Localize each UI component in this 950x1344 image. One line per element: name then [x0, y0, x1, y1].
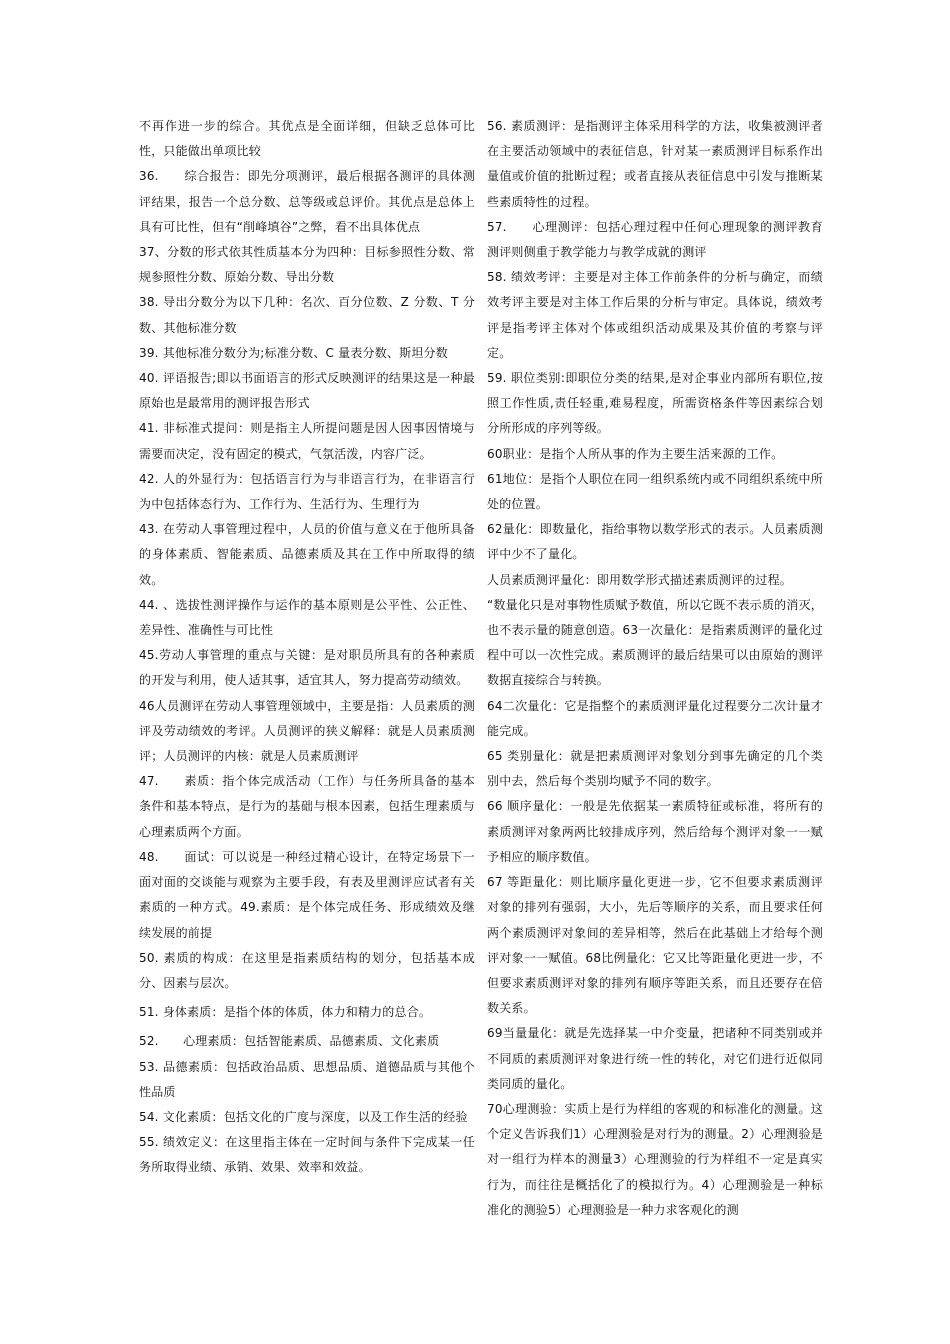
paragraph-continuation: 不再作进一步的综合。其优点是全面详细，但缺乏总体可比性，只能做出单项比较 [139, 119, 475, 159]
paragraph-43: 43. 在劳动人事管理过程中，人员的价值与意义在于他所具备的身体素质、智能素质、品德素质及其在工作中所取得的绩效。 [139, 522, 475, 587]
paragraph-55: 55. 绩效定义：在这里指主体在一定时间与条件下完成某一任务所取得业绩、承销、效果、效率和效益。 [139, 1135, 475, 1175]
paragraph-56: 56. 素质测评：是指测评主体采用科学的方法，收集被测评者在主要活动领域中的表征信息，针对某一素质测评目标系作出量值或价值的批断过程；或者直接从表征信息中引发与推断某些素质特性的过程。 [487, 119, 823, 209]
paragraph-69: 69当量量化：就是先选择某一中介变量，把诸种不同类别或并不同质的素质测评对象进行统一性的转化，对它们进行近似同类同质的量化。 [487, 1026, 823, 1091]
paragraph-41: 41. 非标准式提问：则是指主人所提问题是因人因事因情境与需要而决定，没有固定的模式，气氛活泼，内容广泛。 [139, 421, 475, 461]
paragraph-61: 61地位：是指个人职位在同一组织系统内或不同组织系统中所处的位置。 [487, 471, 823, 512]
paragraph-59: 59. 职位类别:即职位分类的结果,是对企事业内部所有职位,按照工作性质,责任轻重,难易程度，所需资格条件等因素综合划分所形成的序列等级。 [487, 371, 823, 436]
paragraph-63: “数量化只是对事物性质赋予数值，所以它既不表示质的消灭，也不表示量的随意创造。63一次量化：是指素质测评的量化过程中可以一次性完成。素质测评的最后结果可以由原始的测评数据直接综合与转换。 [487, 597, 823, 688]
paragraph-62: 62量化：即数量化，指给事物以数学形式的表示。人员素质测评中少不了量化。 [487, 522, 823, 562]
paragraph-64: 64二次量化：它是指整个的素质测评量化过程要分二次计量才能完成。 [487, 698, 823, 738]
paragraph-38: 38. 导出分数分为以下几种：名次、百分位数、Z 分数、T 分数、其他标准分数 [139, 295, 475, 335]
paragraph-60: 60职业：是指个人所从事的作为主要生活来源的工作。 [487, 446, 784, 461]
paragraph-58: 58. 绩效考评：主要是对主体工作前条件的分析与确定，而绩效考评主要是对主体工作后果的分析与审定。具体说，绩效考评是指考评主体对个体或组织活动成果及其价值的考察与评定。 [487, 270, 823, 360]
paragraph-67-68: 67 等距量化：则比顺序量化更进一步，它不但要求素质测评对象的排列有强弱，大小，先后等顺序的关系，而且要求任何两个素质测评对象间的差异相等，然后在此基础上才给每个测评对象一一赋值。68比例量化：它又比等距量化更进一步，不但要求素质测评对象的排列有顺序等距关系，而且还要存在倍数关系。 [487, 875, 823, 1016]
paragraph-70: 70心理测验：实质上是行为样组的客观的和标准化的测量。这个定义告诉我们1）心理测验是对行为的测量。2）心理测验是对一组行为样本的测量3）心理测验的行为样组不一定是真实行为，而往往是概括化了的模拟行为。4）心理测验是一种标准化的测验5）心理测验是一种力求客观化的测 [487, 1101, 823, 1217]
paragraph-50: 50. 素质的构成：在这里是指素质结构的划分，包括基本成分、因素与层次。 [139, 950, 475, 990]
paragraph-37: 37、分数的形式依其性质基本分为四种：目标参照性分数、常规参照性分数、原始分数、导出分数 [139, 245, 475, 285]
paragraph-39: 39. 其他标准分数分为;标准分数、C 量表分数、斯坦分数 [139, 345, 448, 360]
paragraph-36: 36. 综合报告：即先分项测评，最后根据各测评的具体测评结果，报告一个总分数、总等级或总评价。其优点是总体上具有可比性，但有“削峰填谷”之弊，看不出具体优点 [139, 169, 475, 234]
paragraph-40: 40. 评语报告;即以书面语言的形式反映测评的结果这是一种最原始也是最常用的测评报告形式 [139, 371, 475, 411]
paragraph-42: 42. 人的外显行为：包括语言行为与非语言行为，在非语言行为中包括体态行为、工作行为、生活行为、生理行为 [139, 471, 475, 512]
paragraph-47: 47. 素质：指个体完成活动（工作）与任务所具备的基本条件和基本特点，是行为的基础与根本因素，包括生理素质与心理素质两个方面。 [139, 774, 475, 839]
paragraph-quantification-definition: 人员素质测评量化：即用数学形式描述素质测评的过程。 [487, 572, 793, 587]
paragraph-66: 66 顺序量化：一般是先依据某一素质特征或标准，将所有的素质测评对象两两比较排成序列，然后给每个测评对象一一赋予相应的顺序数值。 [487, 799, 823, 864]
paragraph-51: 51. 身体素质：是指个体的体质，体力和精力的总合。 [139, 1005, 432, 1020]
paragraph-48: 48. 面试：可以说是一种经过精心设计，在特定场景下一面对面的交谈能与观察为主要手段，有表及里测评应试者有关素质的一种方式。49.素质：是个体完成任务、形成绩效及继续发展的前提 [139, 849, 475, 940]
left-text-column [139, 114, 475, 1181]
paragraph-45: 45.劳动人事管理的重点与关键：是对职员所具有的各种素质的开发与利用，使人适其事，适宜其人，努力提高劳动绩效。 [139, 648, 475, 688]
paragraph-46: 46人员测评在劳动人事管理领域中，主要是指：人员素质的测评及劳动绩效的考评。人员测评的狭义解释：就是人员素质测评；人员测评的内核：就是人员素质测评 [139, 698, 475, 764]
right-text-column [487, 114, 823, 1223]
paragraph-57: 57. 心理测评：包括心理过程中任何心理现象的测评教育测评则侧重于教学能力与教学成就的测评 [487, 219, 823, 260]
paragraph-54: 54. 文化素质：包括文化的广度与深度，以及工作生活的经验 [139, 1109, 468, 1124]
paragraph-65: 65 类别量化：就是把素质测评对象划分到事先确定的几个类别中去，然后每个类别均赋予不同的数字。 [487, 749, 823, 789]
paragraph-53: 53. 品德素质：包括政治品质、思想品质、道德品质与其他个性品质 [139, 1059, 475, 1099]
paragraph-52: 52. 心理素质：包括智能素质、品德素质、文化素质 [139, 1034, 440, 1049]
paragraph-44: 44. 、选拔性测评操作与运作的基本原则是公平性、公正性、差异性、准确性与可比性 [139, 597, 475, 638]
